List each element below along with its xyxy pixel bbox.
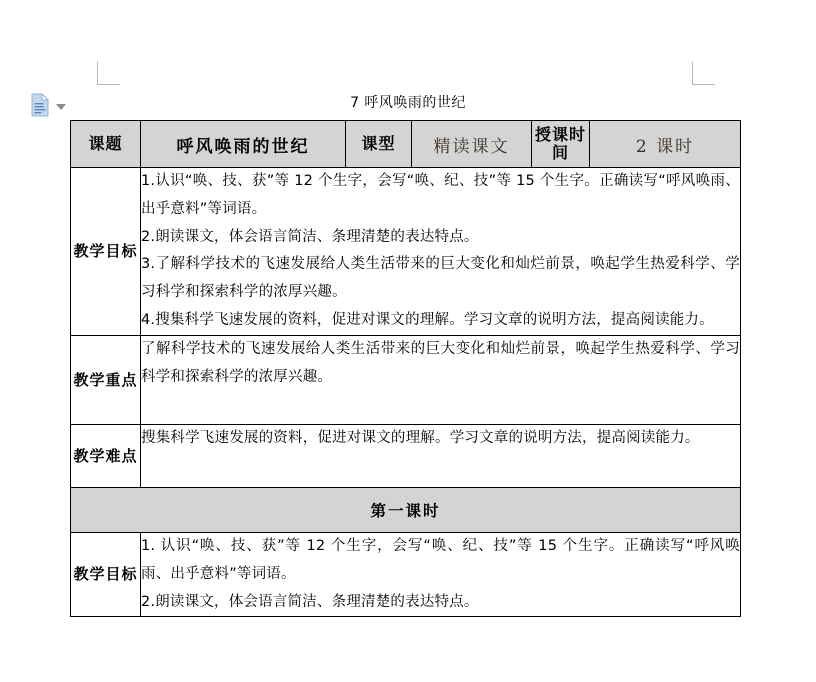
key-point-line: 了解科学技术的飞速发展给人类生活带来的巨大变化和灿烂前景，唤起学生热爱科学、学习科学和探索科学的浓厚兴趣。 [141, 340, 740, 385]
cell-value-type: 精读课文 [412, 121, 532, 168]
table-row-lesson-one-objectives [71, 532, 741, 616]
table-row-objectives [71, 168, 741, 336]
objective-line: 1.认识“唤、技、获”等 12 个生字，会写“唤、纪、技”等 15 个生字。正确读写“呼风唤雨、出乎意料”等词语。 [141, 173, 740, 217]
cell-content-key-points [141, 335, 741, 424]
cell-content-objectives [141, 168, 741, 336]
cell-label-lesson-one-objectives: 教学目标 [71, 532, 141, 616]
page-running-header: 7 呼风唤雨的世纪 [350, 95, 466, 111]
page-margin-mark-left [97, 62, 120, 85]
objective-line: 4.搜集科学飞速发展的资料，促进对课文的理解。学习文章的说明方法，提高阅读能力。 [141, 312, 714, 329]
cell-label-type: 课型 [346, 121, 412, 168]
cell-value-time: 2 课时 [590, 121, 741, 168]
table-row-key-points [71, 335, 741, 424]
cell-label-difficult-points: 教学难点 [71, 424, 141, 487]
lesson-one-objective-line: 2.朗读课文，体会语言简洁、条理清楚的表达特点。 [141, 593, 479, 610]
cell-content-difficult-points [141, 424, 741, 487]
cell-section-title-lesson-one: 第一课时 [71, 487, 741, 532]
cell-content-lesson-one-objectives [141, 532, 741, 616]
difficult-point-line: 搜集科学飞速发展的资料，促进对课文的理解。学习文章的说明方法，提高阅读能力。 [141, 429, 700, 446]
cell-label-subject: 课题 [71, 121, 141, 168]
lesson-one-objective-line: 1. 认识“唤、技、获”等 12 个生字，会写“唤、纪、技”等 15 个生字。正确读写“呼风唤雨、出乎意料”等词语。 [141, 537, 740, 582]
cell-label-key-points: 教学重点 [71, 335, 141, 424]
cell-label-objectives: 教学目标 [71, 168, 141, 336]
cell-value-subject: 呼风唤雨的世纪 [141, 121, 346, 168]
objective-line: 2.朗读课文，体会语言简洁、条理清楚的表达特点。 [141, 228, 479, 245]
objective-line: 3.了解科学技术的飞速发展给人类生活带来的巨大变化和灿烂前景，唤起学生热爱科学、学习科学和探索科学的浓厚兴趣。 [141, 256, 740, 301]
table-row-header [71, 121, 741, 168]
lesson-plan-table [70, 120, 741, 617]
table-row-section-title [71, 487, 741, 532]
page-margin-mark-right [692, 62, 715, 85]
cell-label-time: 授课时间 [532, 121, 590, 168]
table-row-difficult-points [71, 424, 741, 487]
